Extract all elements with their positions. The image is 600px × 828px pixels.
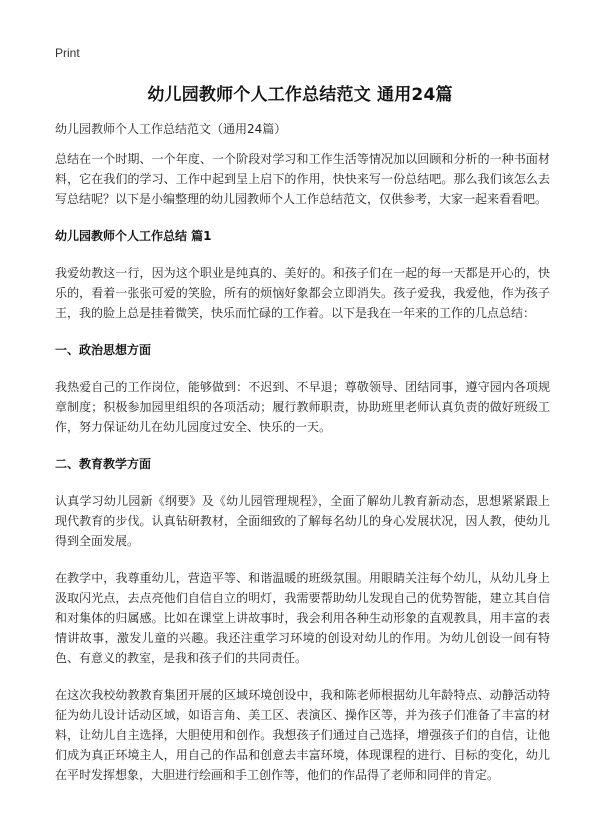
document-subtitle: 幼儿园教师个人工作总结范文（通用24篇）	[55, 122, 287, 136]
section-heading-teaching: 二、教育教学方面	[55, 457, 152, 471]
document-body	[55, 149, 550, 802]
section-1-paragraph: 我爱幼教这一行，因为这个职业是纯真的、美好的。和孩子们在一起的每一天都是开心的，快乐的，看着一张张可爱的笑脸，所有的烦恼好象都会立即消失。孩子爱我，我爱他，作为孩子王，我的脸上总是挂着微笑，快乐而忙碌的工作着。以下是我在一年来的工作的几点总结：	[55, 266, 550, 320]
document-title: 幼儿园教师个人工作总结范文 通用24篇	[147, 85, 453, 105]
teaching-paragraph-1: 认真学习幼儿园新《纲要》及《幼儿园管理规程》，全面了解幼儿教育新动态，思想紧紧跟上现代教育的步伐。认真钻研教材，全面细致的了解每名幼儿的身心发展状况，因人教，使幼儿得到全面发展。	[55, 494, 550, 548]
section-heading-politics: 一、政治思想方面	[55, 343, 152, 357]
section-heading-1: 幼儿园教师个人工作总结 篇1	[55, 229, 212, 243]
politics-paragraph: 我热爱自己的工作岗位，能够做到：不迟到、不早退；尊敬领导、团结同事，遵守园内各项规章制度；积极参加园里组织的各项活动；履行教师职责，协助班里老师认真负责的做好班级工作，努力保证幼儿在幼儿园度过安全、快乐的一天。	[55, 380, 550, 434]
teaching-paragraph-3: 在这次我校幼教教育集团开展的区域环境创设中，我和陈老师根据幼儿年龄特点、动静活动特征为幼儿设计话动区域，如语言角、美工区、表演区、操作区等，并为孩子们准备了丰富的材料，让幼儿自主选择，大胆使用和创作。我想孩子们通过自己选择，增强孩子们的自信，让他们成为真正环境主人，用自己的作品和创意去丰富环境，体现课程的进行、目标的变化，幼儿在平时发挥想象，大胆进行绘画和手工创作等，他们的作品得了老师和同伴的肯定。	[55, 688, 550, 782]
teaching-paragraph-2: 在教学中，我尊重幼儿，营造平等、和谐温暖的班级氛围。用眼睛关注每个幼儿，从幼儿身上汲取闪光点，去点亮他们自信自立的明灯，我需要帮助幼儿发现自己的优势智能，建立其自信和对集体的归属感。比如在课堂上讲故事时，我会利用各种生动形象的直观教具，用丰富的表情讲故事，激发儿童的兴趣。我还注重学习环境的创设对幼儿的作用。为幼儿创设一间有特色、有意义的教室，是我和孩子们的共同责任。	[55, 571, 550, 665]
intro-paragraph: 总结在一个时期、一个年度、一个阶段对学习和工作生活等情况加以回顾和分析的一种书面材料，它在我们的学习、工作中起到呈上启下的作用，快快来写一份总结吧。那么我们该怎么去写总结呢？以下是小编整理的幼儿园教师个人工作总结范文，仅供参考，大家一起来看看吧。	[55, 152, 550, 206]
print-link[interactable]: Print	[55, 46, 80, 60]
